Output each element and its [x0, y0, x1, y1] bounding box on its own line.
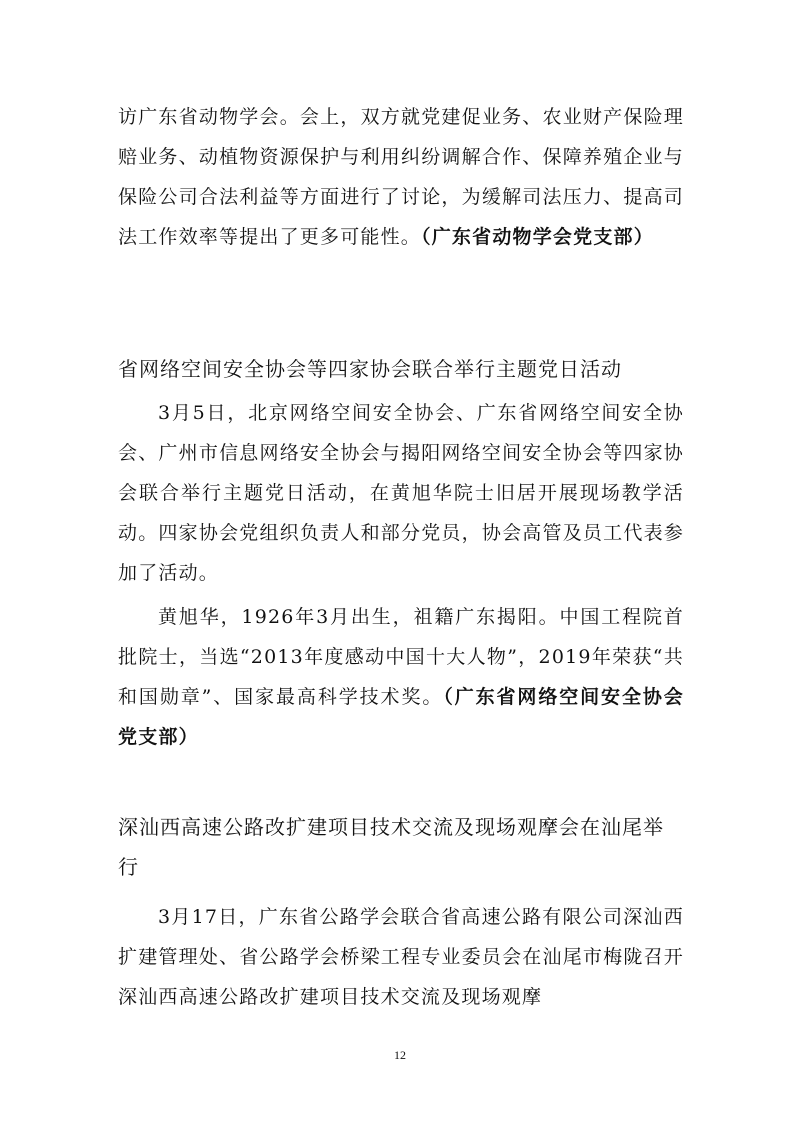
article3-paragraph1: 3月17日，广东省公路学会联合省高速公路有限公司深汕西扩建管理处、省公路学会桥梁工程专业委员会在汕尾市梅陇召开深汕西高速公路改扩建项目技术交流及现场观摩 — [118, 906, 684, 1008]
article3-title: 深汕西高速公路改扩建项目技术交流及现场观摩会在汕尾举行 — [118, 815, 664, 879]
article1-source: （广东省动物学会党支部） — [421, 226, 654, 248]
article1-paragraph — [118, 97, 684, 257]
article1-paragraph-text: 访广东省动物学会。会上，双方就党建促业务、农业财产保险理赔业务、动植物资源保护与利用纠纷调解合作、保障养殖企业与保险公司合法利益等方面进行了讨论，为缓解司法压力、提高司法工作效率等提出了更多可能性。 — [118, 106, 684, 248]
article2-source: （广东省网络空间安全协会党支部） — [118, 686, 684, 748]
article2-title: 省网络空间安全协会等四家协会联合举行主题党日活动 — [118, 357, 622, 381]
article2-paragraph2-text: 黄旭华，1926年3月出生，祖籍广东揭阳。中国工程院首批院士，当选“2013年度感动中国十大人物”，2019年荣获“共和国勋章”、国家最高科学技术奖。 — [118, 606, 684, 708]
article2-paragraph1: 3月5日，北京网络空间安全协会、广东省网络空间安全协会、广州市信息网络安全协会与揭阳网络空间安全协会等四家协会联合举行主题党日活动，在黄旭华院士旧居开展现场教学活动。四家协会党组织负责人和部分党员，协会高管及员工代表参加了活动。 — [118, 402, 684, 584]
page-number: 12 — [394, 1048, 406, 1062]
article2-paragraph2 — [118, 597, 684, 757]
